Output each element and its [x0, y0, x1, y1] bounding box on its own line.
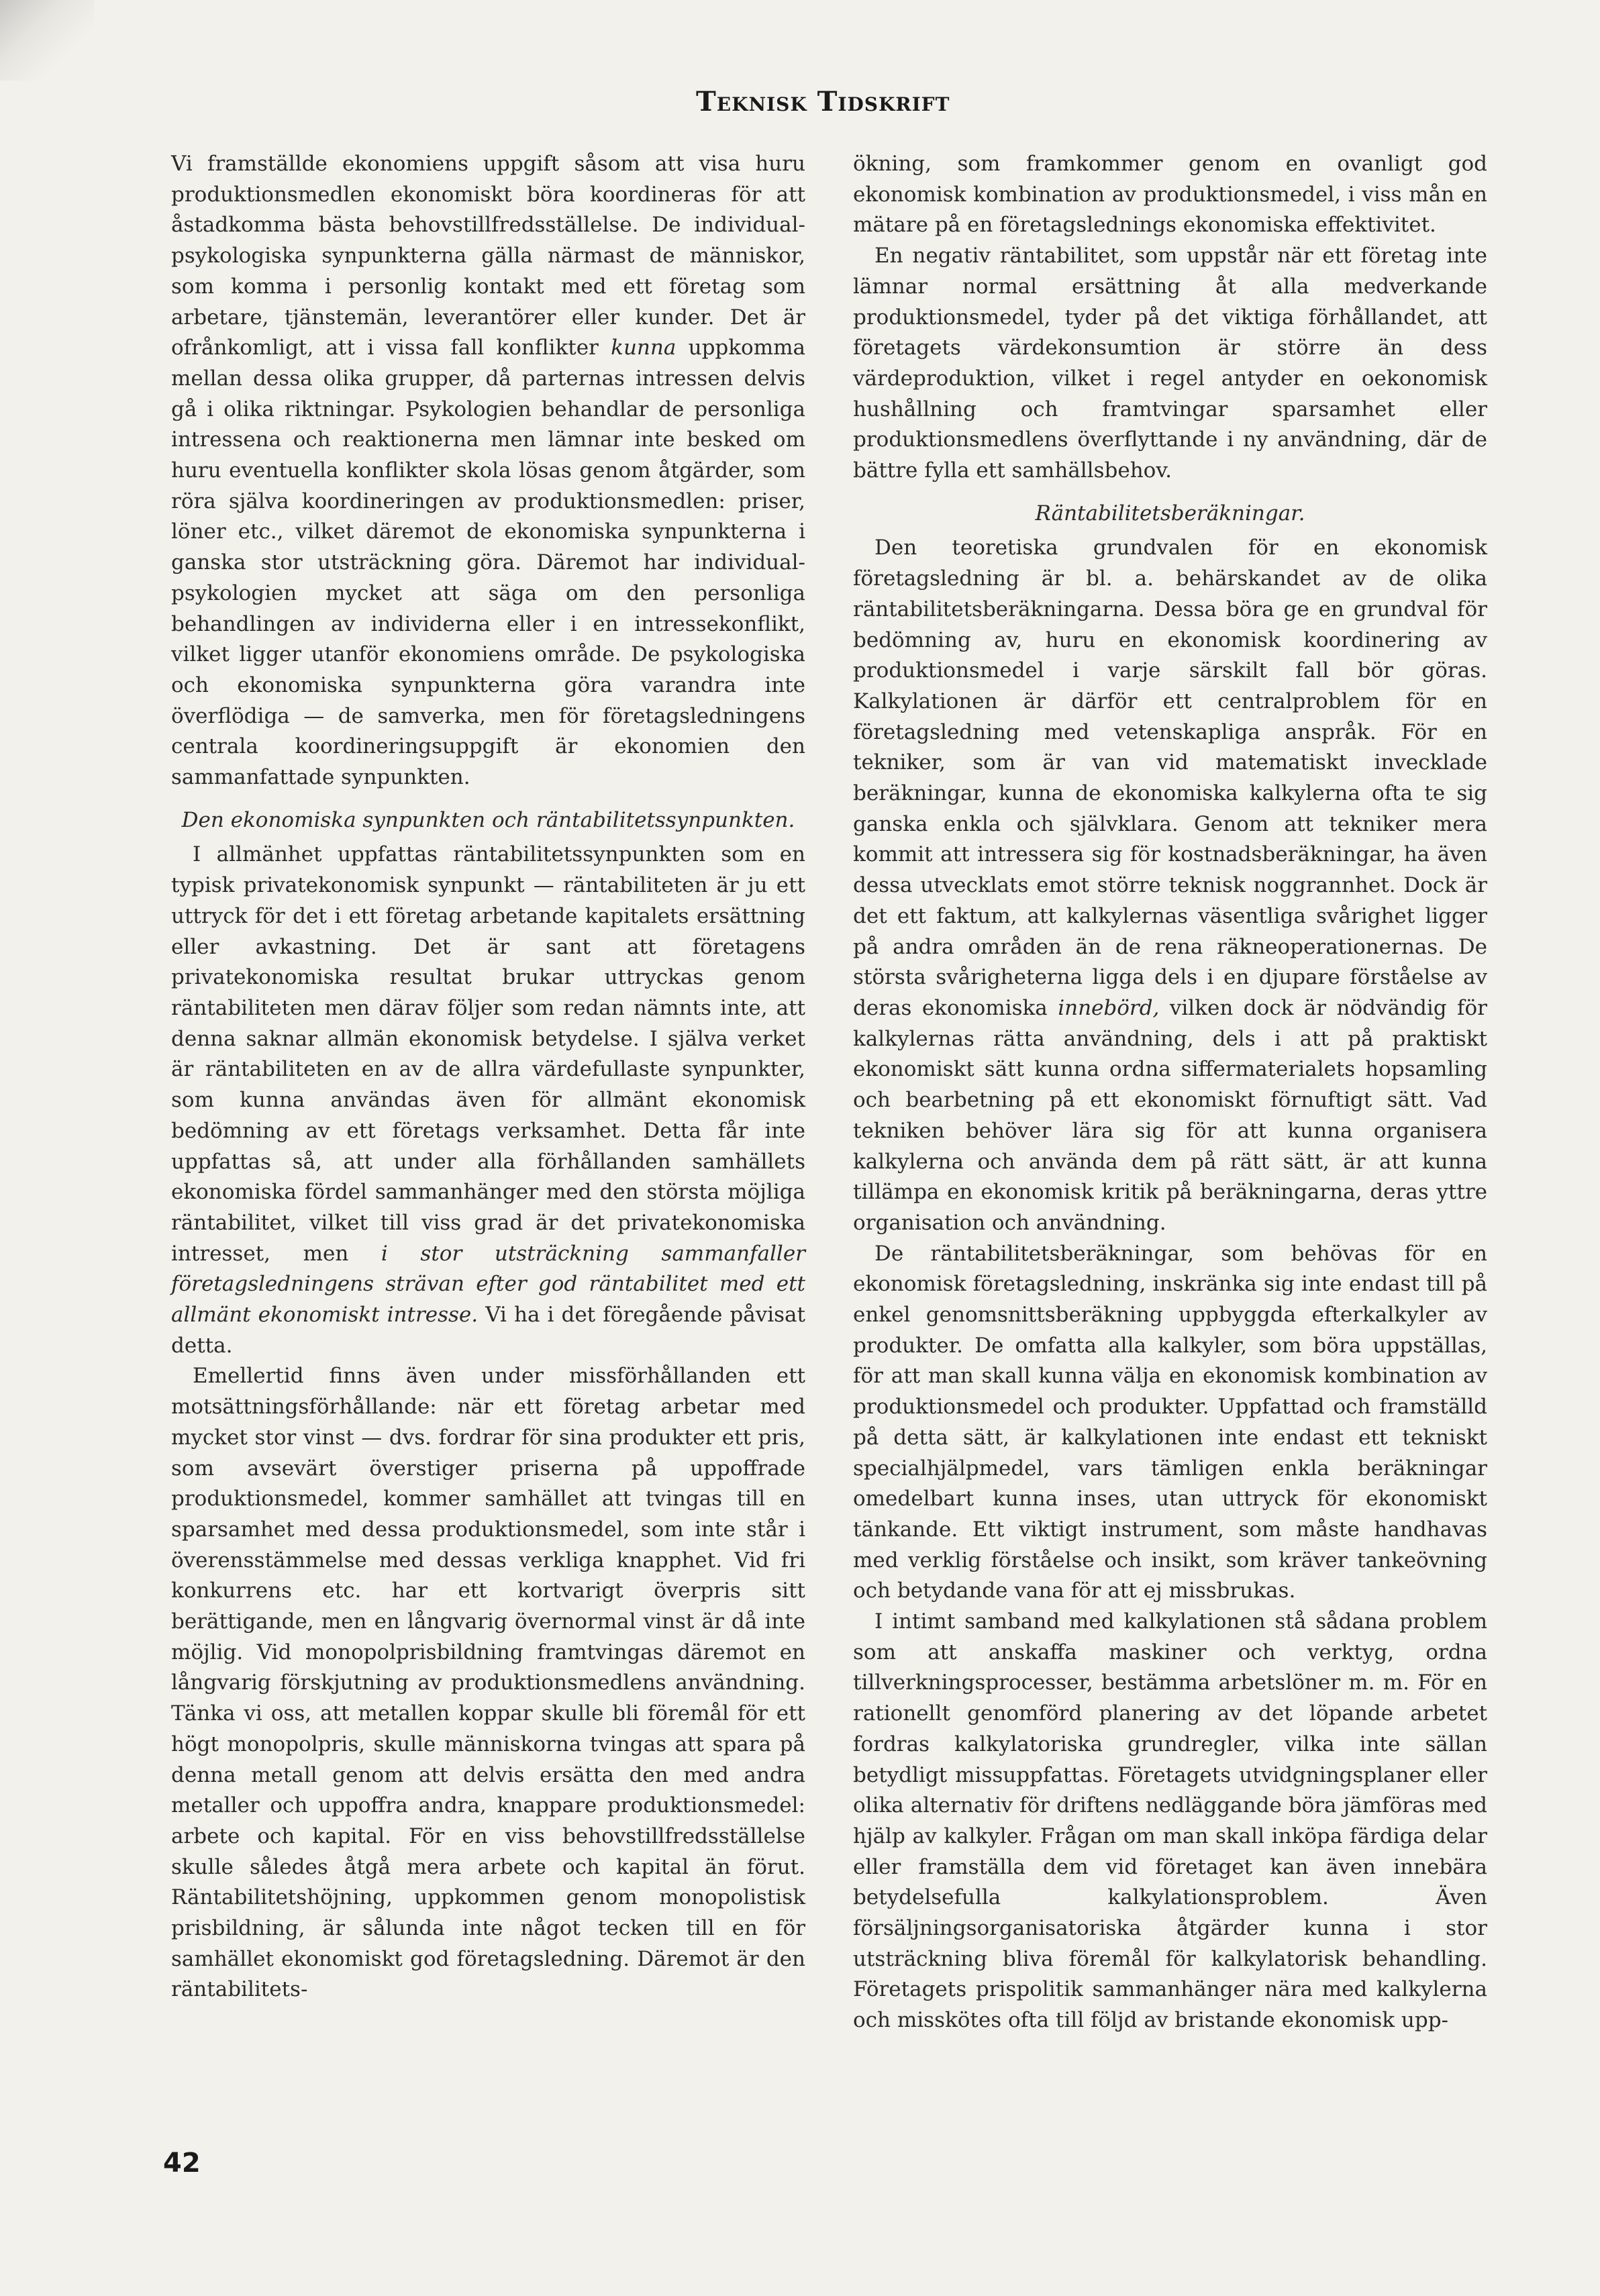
section-heading: Den ekonomiska synpunkten och räntabilitetssynpunkten. [181, 807, 795, 832]
paragraph-text: uppkomma mellan dessa olika grupper, då parternas intressen delvis gå i olika riktningar. Psykologien behandlar de personliga intressena och reaktionerna men lämnar inte besked om huru eventuella konflikter skola lösas genom åtgärder, som röra själva koordineringen av produktionsmedlen: priser, löner etc., vilket däremot de ekonomiska synpunkterna i ganska stor utsträckning göra. Däremot har individual-psykologien mycket att säga om den personliga behandlingen av individerna eller i en intressekonflikt, vilket ligger utanför ekonomiens område. De psykologiska och ekonomiska synpunkterna göra varandra inte överflödiga — de samverka, men för företagsledningens centrala koordineringsuppgift är ekonomien den sammanfattade synpunkten. [171, 336, 805, 790]
emphasis-text: innebörd, [1058, 995, 1160, 1020]
emphasis-text: i stor utsträckning sammanfaller företagsledningens strävan efter god räntabilitet med ett allmänt ekonomiskt intresse. [171, 1241, 805, 1328]
paragraph [853, 533, 1487, 1238]
scan-corner-shadow [0, 0, 94, 81]
paragraph: De räntabilitetsberäkningar, som behövas för en ekonomisk företagsledning, inskränka sig inte endast till på enkel genomsnittsberäkning uppbyggda efterkalkyler av produkter. De omfatta alla kalkyler, som böra uppställas, för att man skall kunna välja en ekonomisk kombination av produktionsmedel och produkter. Uppfattad och framställd på detta sätt, är kalkylationen inte endast ett tekniskt specialhjälpmedel, vars tämligen enkla beräkningar omedelbart kunna inses, utan uttryck för ekonomiskt tänkande. Ett viktigt instrument, som måste handhavas med verklig förståelse och insikt, som kräver tankeövning och betydande vana för att ej missbrukas. [853, 1241, 1487, 1603]
paragraph-text: vilken dock är nödvändig för kalkylernas rätta användning, dels i att på praktiskt ekonomiskt sätt kunna ordna siffermaterialets hopsamling och bearbetning på ett ekonomiskt förnuftigt sätt. Vad tekniken behöver lära sig för att kunna organisera kalkylerna och använda dem på rätt sätt, är att kunna tillämpa en ekonomisk kritik på beräkningarna, deras yttre organisation och användning. [853, 995, 1487, 1235]
paragraph [171, 149, 805, 793]
paragraph: ökning, som framkommer genom en ovanligt god ekonomisk kombination av produktionsmedel, i viss mån en mätare på en företagslednings ekonomiska effektivitet. [853, 152, 1487, 238]
right-text-column [853, 149, 1487, 2036]
paragraph: En negativ räntabilitet, som uppstår när ett företag inte lämnar normal ersättning åt alla medverkande produktionsmedel, tyder på det viktiga förhållandet, att företagets värdekonsumtion är större än dess värdeproduktion, vilket i regel antyder en oekonomisk hushållning och framtvingar sparsamhet eller produktionsmedlens överflyttande i ny användning, där de bättre fylla ett samhällsbehov. [853, 244, 1487, 483]
paragraph: Emellertid finns även under missförhållanden ett motsättningsförhållande: när ett företag arbetar med mycket stor vinst — dvs. fordrar för sina produkter ett pris, som avsevärt överstiger priserna på uppoffrade produktionsmedel, kommer samhället att tvingas till en sparsamhet med dessa produktionsmedel, som inte står i överensstämmelse med dessas verkliga knapphet. Vid fri konkurrens etc. har ett kortvarigt överpris sitt berättigande, men en långvarig övernormal vinst är då inte möjlig. Vid monopolprisbildning framtvingas däremot en långvarig förskjutning av produktionsmedlens användning. Tänka vi oss, att metallen koppar skulle bli föremål för ett högt monopolpris, skulle människorna tvingas att spara på denna metall genom att delvis ersätta den med andra metaller och uppoffra andra, knappare produktionsmedel: arbete och kapital. För en viss behovstillfredsställelse skulle således åtgå mera arbete och kapital än förut. Räntabilitetshöjning, uppkommen genom monopolistisk prisbildning, är sålunda inte något tecken till en för samhället ekonomiskt god företagsledning. Däremot är den räntabilitets- [171, 1364, 805, 2002]
paragraph-text: Den teoretiska grundvalen för en ekonomisk företagsledning är bl. a. behärskandet av de olika räntabilitetsberäkningarna. Dessa böra ge en grundval för bedömning av, huru en ekonomisk koordinering av produktionsmedel i varje särskilt fall bör göras. Kalkylationen är därför ett centralproblem för en företagsledning med vetenskapliga anspråk. För en tekniker, som är van vid matematiskt invecklade beräkningar, kunna de ekonomiska kalkylerna ofta te sig ganska enkla och självklara. Genom att tekniker mera kommit att intressera sig för kostnadsberäkningar, ha även dessa utvecklats emot större teknisk noggrannhet. Dock är det ett faktum, att kalkylernas väsentliga svårighet ligger på andra områden än de rena räkneoperationernas. De största svårigheterna ligga dels i en djupare förståelse av deras ekonomiska [853, 536, 1487, 1020]
section-heading: Räntabilitetsberäkningar. [1035, 501, 1305, 526]
paragraph-text: I allmänhet uppfattas räntabilitetssynpunkten som en typisk privatekonomisk synpunkt — räntabiliteten är ju ett uttryck för det i ett företag arbetande kapitalets ersättning eller avkastning. Det är sant att företagens privatekonomiska resultat brukar uttryckas genom räntabiliteten men därav följer som redan nämnts inte, att denna saknar allmän ekonomisk betydelse. I själva verket är räntabiliteten en av de allra värdefullaste synpunkter, som kunna användas även för allmänt ekonomisk bedömning av ett företags verksamhet. Detta får inte uppfattas så, att under alla förhållanden samhällets ekonomiska fördel sammanhänger med den största möjliga räntabilitet, vilket till viss grad är det privatekonomiska intresset, men [171, 842, 805, 1266]
paragraph [171, 840, 805, 1361]
paragraph-text: Vi framställde ekonomiens uppgift såsom att visa huru produktionsmedlen ekonomiskt böra koordineras för att åstadkomma bästa behovstillfredsställelse. De individual-psykologiska synpunkterna gälla närmast de människor, som komma i personlig kontakt med ett företag som arbetare, tjänstemän, leverantörer eller kunder. Det är ofrånkomligt, att i vissa fall konflikter [171, 152, 805, 360]
paragraph-text: Vi ha i det föregående påvisat detta. [171, 1303, 805, 1358]
emphasis-text: kunna [611, 336, 677, 360]
journal-masthead: Teknisk Tidskrift [696, 86, 950, 117]
page-number: 42 [163, 2148, 201, 2179]
left-text-column [171, 149, 805, 2005]
paragraph: I intimt samband med kalkylationen stå sådana problem som att anskaffa maskiner och verktyg, ordna tillverkningsprocesser, bestämma arbetslöner m. m. För en rationellt genomförd planering av det löpande arbetet fordras kalkylatoriska grundregler, vilka inte sällan betydligt missuppfattas. Företagets utvidgningsplaner eller olika alternativ för driftens nedläggande böra jämföras med hjälp av kalkyler. Frågan om man skall inköpa färdiga delar eller framställa dem vid företaget kan även innebära betydelsefulla kalkylationsproblem. Även försäljningsorganisatoriska åtgärder kunna i stor utsträckning bliva föremål för kalkylatorisk behandling. Företagets prispolitik sammanhänger nära med kalkylerna och misskötes ofta till följd av bristande ekonomisk upp- [853, 1609, 1487, 2033]
